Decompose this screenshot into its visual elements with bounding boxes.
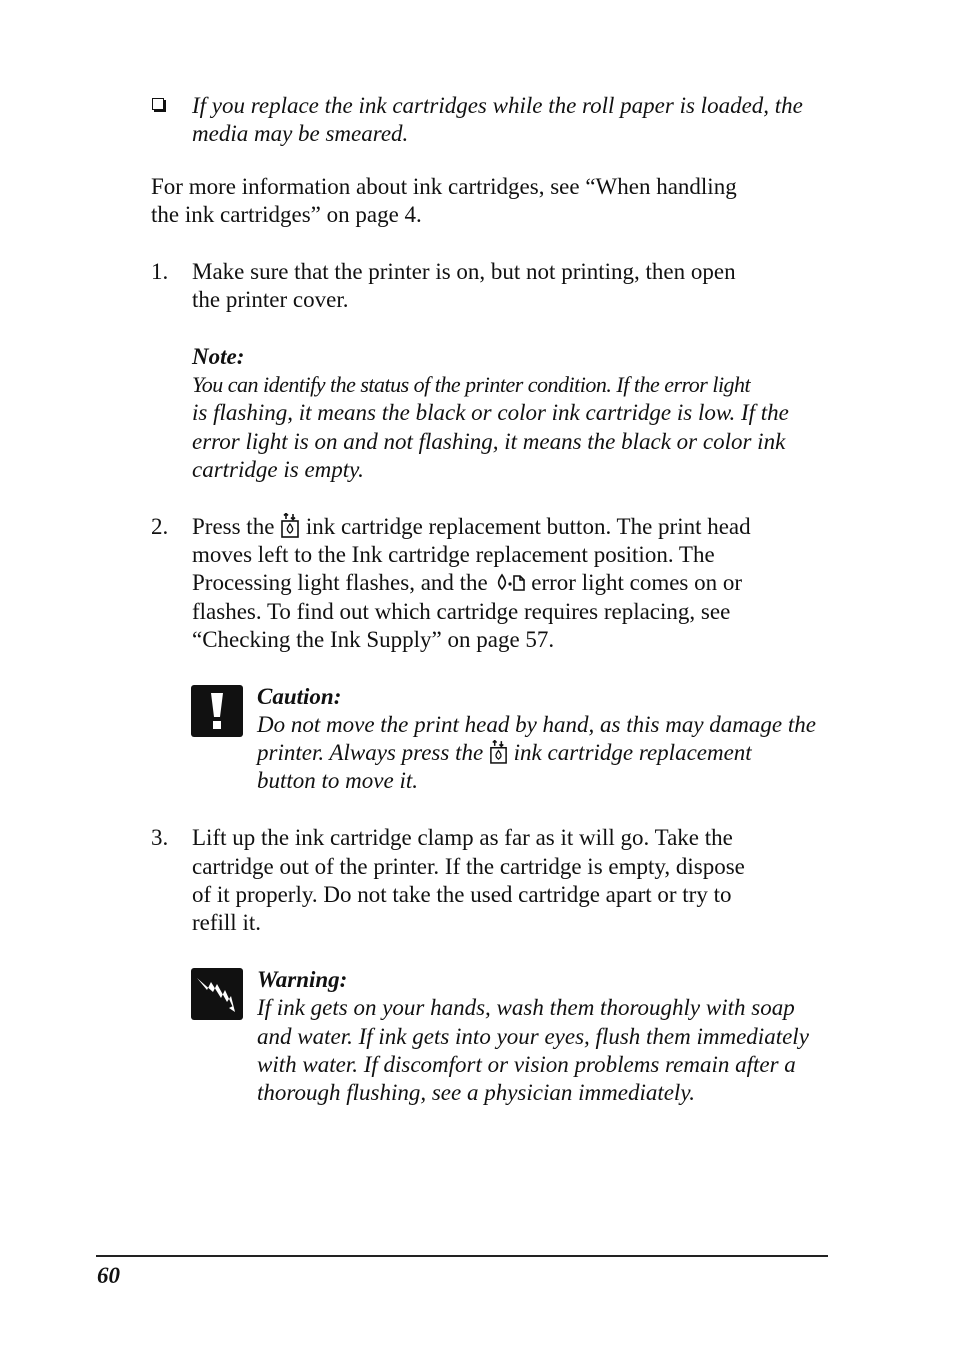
step-3-line-1: Lift up the ink cartridge clamp as far as it will go. Take the <box>192 825 733 850</box>
caution-line-2-b: ink cartridge replacement <box>513 740 752 765</box>
note-line-1: You can identify the status of the printer condition. If the error light <box>192 372 751 397</box>
step-2-line-1-a: Press the <box>192 514 275 539</box>
caution-heading: Caution: <box>257 684 342 709</box>
step-2-line-1-b: ink cartridge replacement button. The print head <box>305 514 751 539</box>
ink-cartridge-replacement-icon <box>280 513 300 539</box>
step-2-line-3-a: Processing light flashes, and the <box>192 570 488 595</box>
step-2-line-2: moves left to the Ink cartridge replacement position. The <box>192 542 715 567</box>
intro-line-1: For more information about ink cartridges, see “When handling <box>151 174 737 199</box>
step-3-line-4: refill it. <box>192 910 261 935</box>
footer-rule <box>96 1255 828 1257</box>
step-1-line-1: Make sure that the printer is on, but not printing, then open <box>192 259 736 284</box>
note-heading: Note: <box>192 344 245 369</box>
step-2-line-1 <box>192 513 751 542</box>
note-line-4: cartridge is empty. <box>192 457 364 482</box>
note-line-3: error light is on and not flashing, it means the black or color ink <box>192 429 786 454</box>
bullet-note-line-1: If you replace the ink cartridges while the roll paper is loaded, the <box>192 93 803 118</box>
step-3-line-3: of it properly. Do not take the used cartridge apart or try to <box>192 882 732 907</box>
ink-out-error-icon <box>494 573 526 593</box>
warning-lightning-icon <box>191 968 243 1020</box>
step-2-line-3 <box>192 569 742 598</box>
caution-exclamation-icon <box>191 685 243 737</box>
note-line-2: is flashing, it means the black or color ink cartridge is low. If the <box>192 400 789 425</box>
caution-line-2 <box>257 739 752 768</box>
step-1-number: 1. <box>151 259 169 284</box>
step-2-line-3-b: error light comes on or <box>531 570 743 595</box>
page-number: 60 <box>97 1263 120 1288</box>
step-3-line-2: cartridge out of the printer. If the cartridge is empty, dispose <box>192 854 745 879</box>
caution-line-2-a: printer. Always press the <box>257 740 484 765</box>
intro-line-2: the ink cartridges” on page 4. <box>151 202 422 227</box>
checkbox-bullet <box>152 98 164 110</box>
ink-cartridge-replacement-icon <box>489 740 508 765</box>
bullet-note-line-2: media may be smeared. <box>192 121 409 146</box>
step-2-line-5: “Checking the Ink Supply” on page 57. <box>192 627 555 652</box>
step-2-number: 2. <box>151 514 169 539</box>
step-3-number: 3. <box>151 825 169 850</box>
warning-line-2: and water. If ink gets into your eyes, flush them immediately <box>257 1024 809 1049</box>
caution-line-1: Do not move the print head by hand, as this may damage the <box>257 712 816 737</box>
step-2-line-4: flashes. To find out which cartridge requires replacing, see <box>192 599 731 624</box>
warning-line-1: If ink gets on your hands, wash them thoroughly with soap <box>257 995 795 1020</box>
caution-line-3: button to move it. <box>257 768 418 793</box>
warning-heading: Warning: <box>257 967 348 992</box>
warning-line-4: thorough flushing, see a physician immediately. <box>257 1080 696 1105</box>
step-1-line-2: the printer cover. <box>192 287 349 312</box>
warning-line-3: with water. If discomfort or vision problems remain after a <box>257 1052 796 1077</box>
